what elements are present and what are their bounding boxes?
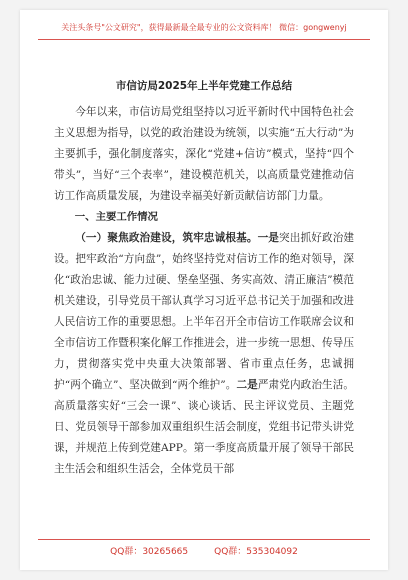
point-marker-one: 一是 <box>257 232 280 244</box>
header-note: 关注头条号"公文研究"，获得最新最全最专业的公文资料库！ 微信：gongwenyj <box>61 23 347 32</box>
paragraph-lead: （一）聚焦政治建设，筑牢忠诚根基。 <box>75 232 258 244</box>
section-heading: 一、主要工作情况 <box>74 211 158 223</box>
point-text-one: 突出抓好政治建设。把牢政治“方向盘”，始终坚持党对信访工作的绝对领导，深化“政治忠诚、能力过硬、堡垒坚强、务实高效、清正廉洁”模范机关建设，引导党员干部认真学习习近平总书记关于加强和改进人民信访工作的重要思想。上半年召开全市信访工作联席会议和全市信访工作暨积案化解工作推进会，进一步统一思想、传导压力，贯彻落实党中央重大决策部署、省市重点任务，忠诚拥护“两个确立”、坚决做到“两个维护”。 <box>54 232 355 391</box>
footer-qq-group-2: QQ群：535304092 <box>214 547 298 557</box>
footer-divider <box>38 539 370 540</box>
document-title: 市信访局2025年上半年党建工作总结 <box>115 80 293 92</box>
intro-paragraph: 今年以来，市信访局党组坚持以习近平新时代中国特色社会主义思想为指导，以党的政治建设为统领，以实施“五大行动”为主要抓手，强化制度落实，深化“党建+信访”模式，坚持“四个带头”，当好“三个表率”，建设模范机关，以高质量党建推动信访工作高质量发展，为建设幸福美好新贡献信访部门力量。 <box>54 106 354 202</box>
point-text-two: 严肃党内政治生活。高质量落实好“三会一课”、谈心谈话、民主评议党员、主题党日、党员领导干部参加双重组织生活会制度，党组书记带头讲党课，并规范上传到党建APP。第一季度高质量开展了领导干部民主生活会和组织生活会，全体党员干部 <box>54 379 354 475</box>
section-paragraph <box>54 228 354 480</box>
header-divider <box>38 39 370 40</box>
point-marker-two: 二是 <box>236 379 258 391</box>
document-page <box>20 10 388 570</box>
document-body <box>54 102 354 480</box>
footer <box>20 544 388 557</box>
footer-qq-group-1: QQ群：30265665 <box>110 547 189 557</box>
